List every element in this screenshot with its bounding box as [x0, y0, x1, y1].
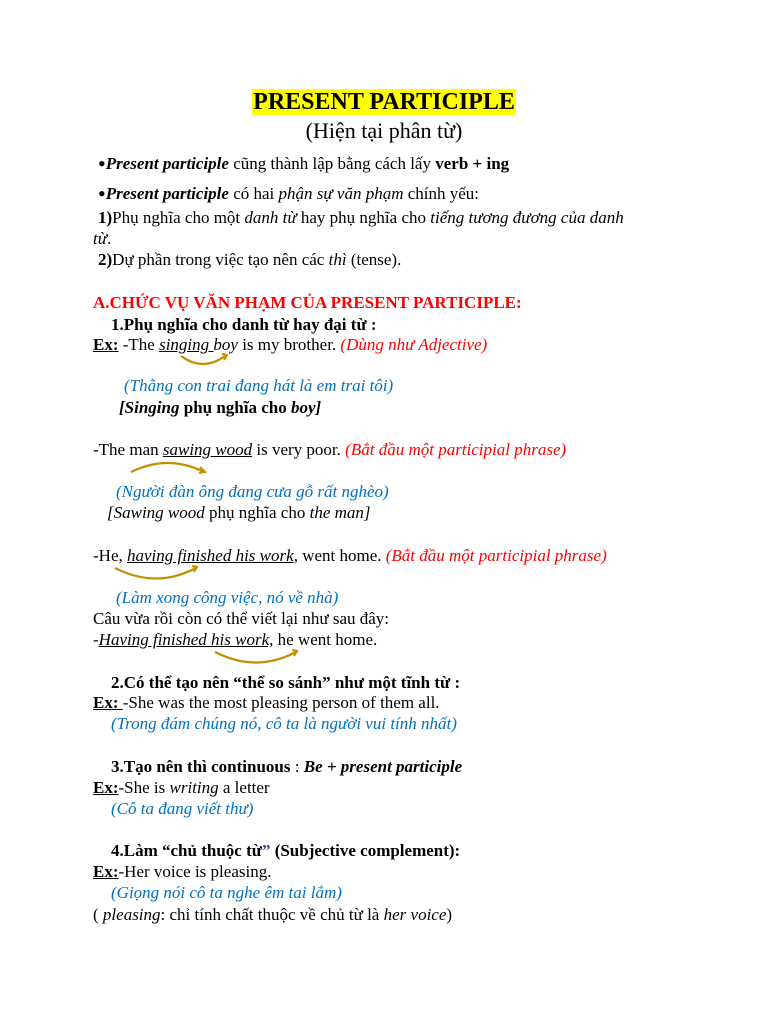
curved-arrow-icon: [212, 647, 300, 669]
example-2-explanation: [Sawing wood phụ nghĩa cho the man]: [107, 503, 371, 522]
bullet-icon: •: [98, 151, 106, 176]
curved-arrow-icon: [112, 563, 200, 585]
subsection-4-heading: 4.Làm “chủ thuộc từ” (Subjective complement):: [111, 841, 461, 860]
subsection-3-heading: 3.Tạo nên thì continuous : Be + present participle: [111, 757, 463, 776]
curved-arrow-icon: [128, 458, 208, 478]
example-6-explanation: ( pleasing: chỉ tính chất thuộc về chủ từ là her voice): [93, 905, 453, 924]
example-1-explanation: [Singing phụ nghĩa cho boy]: [119, 398, 322, 417]
example-1: Ex: -The singing boy is my brother. (Dùng như Adjective): [93, 335, 488, 354]
intro-point-2: 2)Dự phần trong việc tạo nên các thì (tense).: [98, 250, 402, 269]
subsection-2-heading: 2.Có thể tạo nên “thể so sánh” như một tĩnh từ :: [111, 673, 461, 692]
page-subtitle: (Hiện tại phân từ): [305, 118, 463, 143]
section-a-heading: A.CHỨC VỤ VĂN PHẠM CỦA PRESENT PARTICIPLE:: [93, 293, 522, 312]
example-3-rewrite-note: Câu vừa rồi còn có thể viết lại như sau đây:: [93, 609, 390, 628]
subsection-1-heading: 1.Phụ nghĩa cho danh từ hay đại từ :: [111, 315, 377, 334]
example-2: -The man sawing wood is very poor. (Bắt đầu một participial phrase): [93, 440, 567, 459]
example-4: Ex: -She was the most pleasing person of them all.: [93, 693, 440, 712]
example-6: Ex:-Her voice is pleasing.: [93, 862, 272, 881]
example-6-translation: (Giọng nói cô ta nghe êm tai lắm): [111, 883, 342, 902]
intro-point-1: 1)Phụ nghĩa cho một danh từ hay phụ nghĩa cho tiếng tương đương của danh: [98, 208, 624, 227]
intro-point-1-cont: từ.: [93, 229, 112, 248]
example-3: -He, having finished his work, went home. (Bắt đầu một participial phrase): [93, 546, 607, 565]
example-3-translation: (Làm xong công việc, nó về nhà): [116, 588, 339, 607]
intro-bullet-2: •Present participle có hai phận sự văn phạm chính yếu:: [98, 181, 480, 206]
example-4-translation: (Trong đám chúng nó, cô ta là người vui tính nhất): [111, 714, 457, 733]
example-5-translation: (Cô ta đang viết thư): [111, 799, 254, 818]
page-title: PRESENT PARTICIPLE: [253, 89, 515, 115]
example-3-rewrite: -Having finished his work, he went home.: [93, 630, 378, 649]
intro-bullet-1: •Present participle cũng thành lập bằng cách lấy verb + ing: [98, 151, 510, 176]
example-1-translation: (Thằng con trai đang hát là em trai tôi): [124, 376, 394, 395]
bullet-icon: •: [98, 181, 106, 206]
curved-arrow-icon: [178, 352, 230, 372]
example-2-translation: (Người đàn ông đang cưa gỗ rất nghèo): [116, 482, 389, 501]
title-line: [0, 88, 768, 116]
example-5: Ex:-She is writing a letter: [93, 778, 270, 797]
